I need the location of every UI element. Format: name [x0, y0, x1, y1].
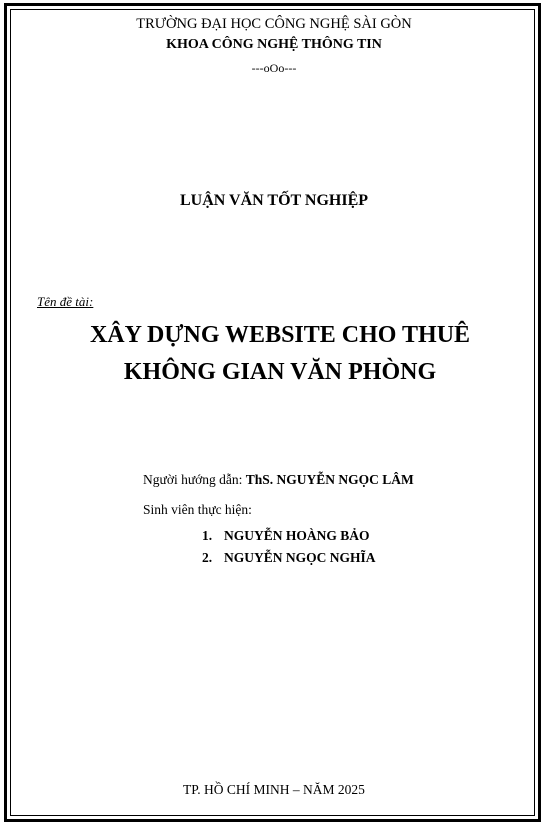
student-item [202, 528, 370, 544]
advisor-label: Người hướng dẫn: [143, 472, 246, 487]
faculty-name: KHOA CÔNG NGHỆ THÔNG TIN [166, 37, 382, 52]
student-number: 1. [202, 528, 213, 543]
thesis-type-heading: LUẬN VĂN TỐT NGHIỆP [179, 192, 369, 209]
header-divider: ---oOo--- [251, 61, 297, 75]
student-name: NGUYỄN NGỌC NGHĨA [224, 550, 376, 565]
students-label: Sinh viên thực hiện: [143, 502, 252, 517]
thesis-title-line-1: XÂY DỰNG WEBSITE CHO THUÊ [89, 322, 471, 348]
topic-label: Tên đề tài: [37, 294, 94, 309]
student-name: NGUYỄN HOÀNG BẢO [224, 528, 370, 543]
student-number: 2. [202, 550, 213, 565]
location-year-footer: TP. HỒ CHÍ MINH – NĂM 2025 [183, 782, 365, 797]
thesis-title-line-2: KHÔNG GIAN VĂN PHÒNG [123, 359, 437, 385]
advisor-name: ThS. NGUYỄN NGỌC LÂM [245, 472, 414, 487]
school-name: TRƯỜNG ĐẠI HỌC CÔNG NGHỆ SÀI GÒN [136, 16, 412, 32]
advisor-line [143, 472, 414, 488]
student-item [202, 550, 376, 566]
page-border-inner [10, 9, 535, 816]
